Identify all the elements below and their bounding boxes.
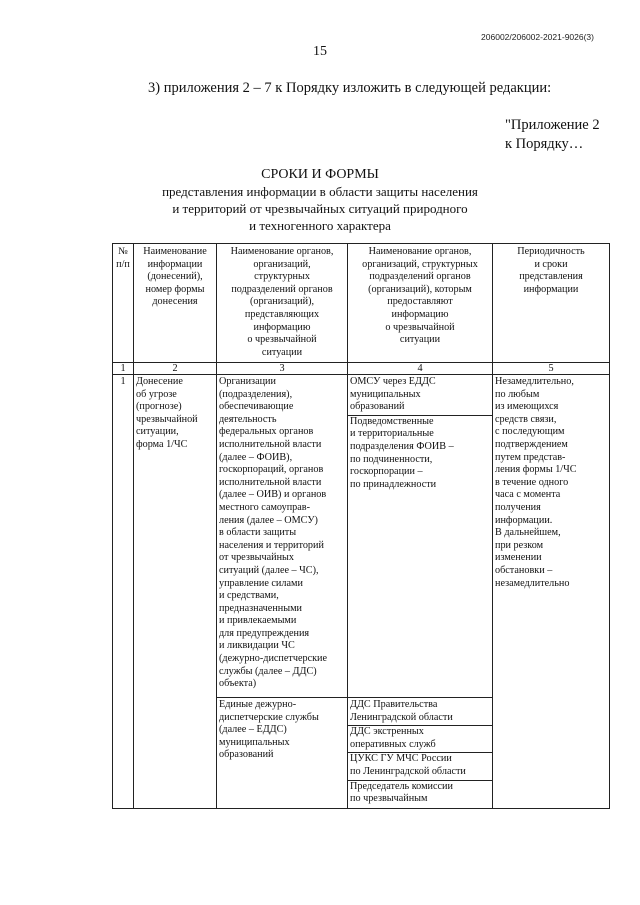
- header-periodicity: Периодичность и сроки представления информации: [493, 244, 610, 363]
- table-row: [113, 375, 610, 698]
- header-providers: Наименование органов, организаций, структурных подразделений органов (организаций), представляющих информацию о чрезвычайной ситуации: [217, 244, 348, 363]
- appendix-line-1: "Приложение 2: [505, 117, 600, 133]
- title-main: СРОКИ И ФОРМЫ: [261, 167, 379, 182]
- recipient-entry: ЦУКС ГУ МЧС России по Ленинградской области: [348, 753, 492, 780]
- appendix-line-2: к Порядку…: [505, 136, 584, 152]
- title-subtitle: представления информации в области защиты населения и территорий от чрезвычайных ситуаций природного и техногенного характера: [162, 184, 478, 233]
- intro-paragraph: 3) приложения 2 – 7 к Порядку изложить в следующей редакции:: [148, 80, 552, 96]
- column-number: 5: [493, 363, 610, 375]
- column-number: 2: [134, 363, 217, 375]
- column-number: 3: [217, 363, 348, 375]
- column-number: 4: [348, 363, 493, 375]
- recipient-entry: ДДС экстренных оперативных служб: [348, 726, 492, 753]
- recipient-entry: ОМСУ через ЕДДС муниципальных образований: [348, 376, 492, 416]
- providers-cell: Единые дежурно- диспетчерские службы (далее – ЕДДС) муниципальных образований: [217, 698, 348, 809]
- header-info-name: Наименование информации (донесений), номер формы донесения: [134, 244, 217, 363]
- document-id: 206002/206002-2021-9026(3): [481, 32, 594, 42]
- recipients-cell: [348, 698, 493, 809]
- recipients-cell: [348, 375, 493, 698]
- providers-cell: Организации (подразделения), обеспечивающие деятельность федеральных органов исполнительной власти (далее – ФОИВ), госкорпораций, органов исполнительной власти (далее – ОИВ) и органов местного самоуправ- ления (далее – ОМСУ) в области защиты населения и территорий от чрезвычайных ситуаций (далее – ЧС), управление силами и средствами, предназначенными и привлекаемыми для предупреждения и ликвидации ЧС (дежурно-диспетчерские службы (далее – ДДС) объекта): [217, 375, 348, 698]
- row-number: 1: [113, 375, 134, 809]
- appendix-reference: [505, 116, 600, 154]
- page-number: 15: [313, 44, 327, 59]
- report-name-cell: Донесение об угрозе (прогнозе) чрезвычайной ситуации, форма 1/ЧС: [134, 375, 217, 809]
- forms-table: [112, 243, 610, 809]
- recipient-entry: ДДС Правительства Ленинградской области: [348, 699, 492, 726]
- document-title: [0, 166, 640, 183]
- column-number-row: [113, 363, 610, 375]
- header-number: № п/п: [113, 244, 134, 363]
- table-header-row: [113, 244, 610, 363]
- periodicity-cell: Незамедлительно, по любым из имеющихся средств связи, с последующим подтверждением путем представ- ления формы 1/ЧС в течение одного часа с момента получения информации. В дальнейшем, при резком изменении обстановки – незамедлительно: [493, 375, 610, 809]
- header-recipients: Наименование органов, организаций, структурных подразделений органов (организаций), которым предоставляют информацию о чрезвычайной ситуации: [348, 244, 493, 363]
- column-number: 1: [113, 363, 134, 375]
- recipient-entry: Подведомственные и территориальные подразделения ФОИВ – по подчиненности, госкорпорации – по принадлежности: [350, 415, 454, 490]
- recipient-entry: Председатель комиссии по чрезвычайным: [350, 780, 453, 805]
